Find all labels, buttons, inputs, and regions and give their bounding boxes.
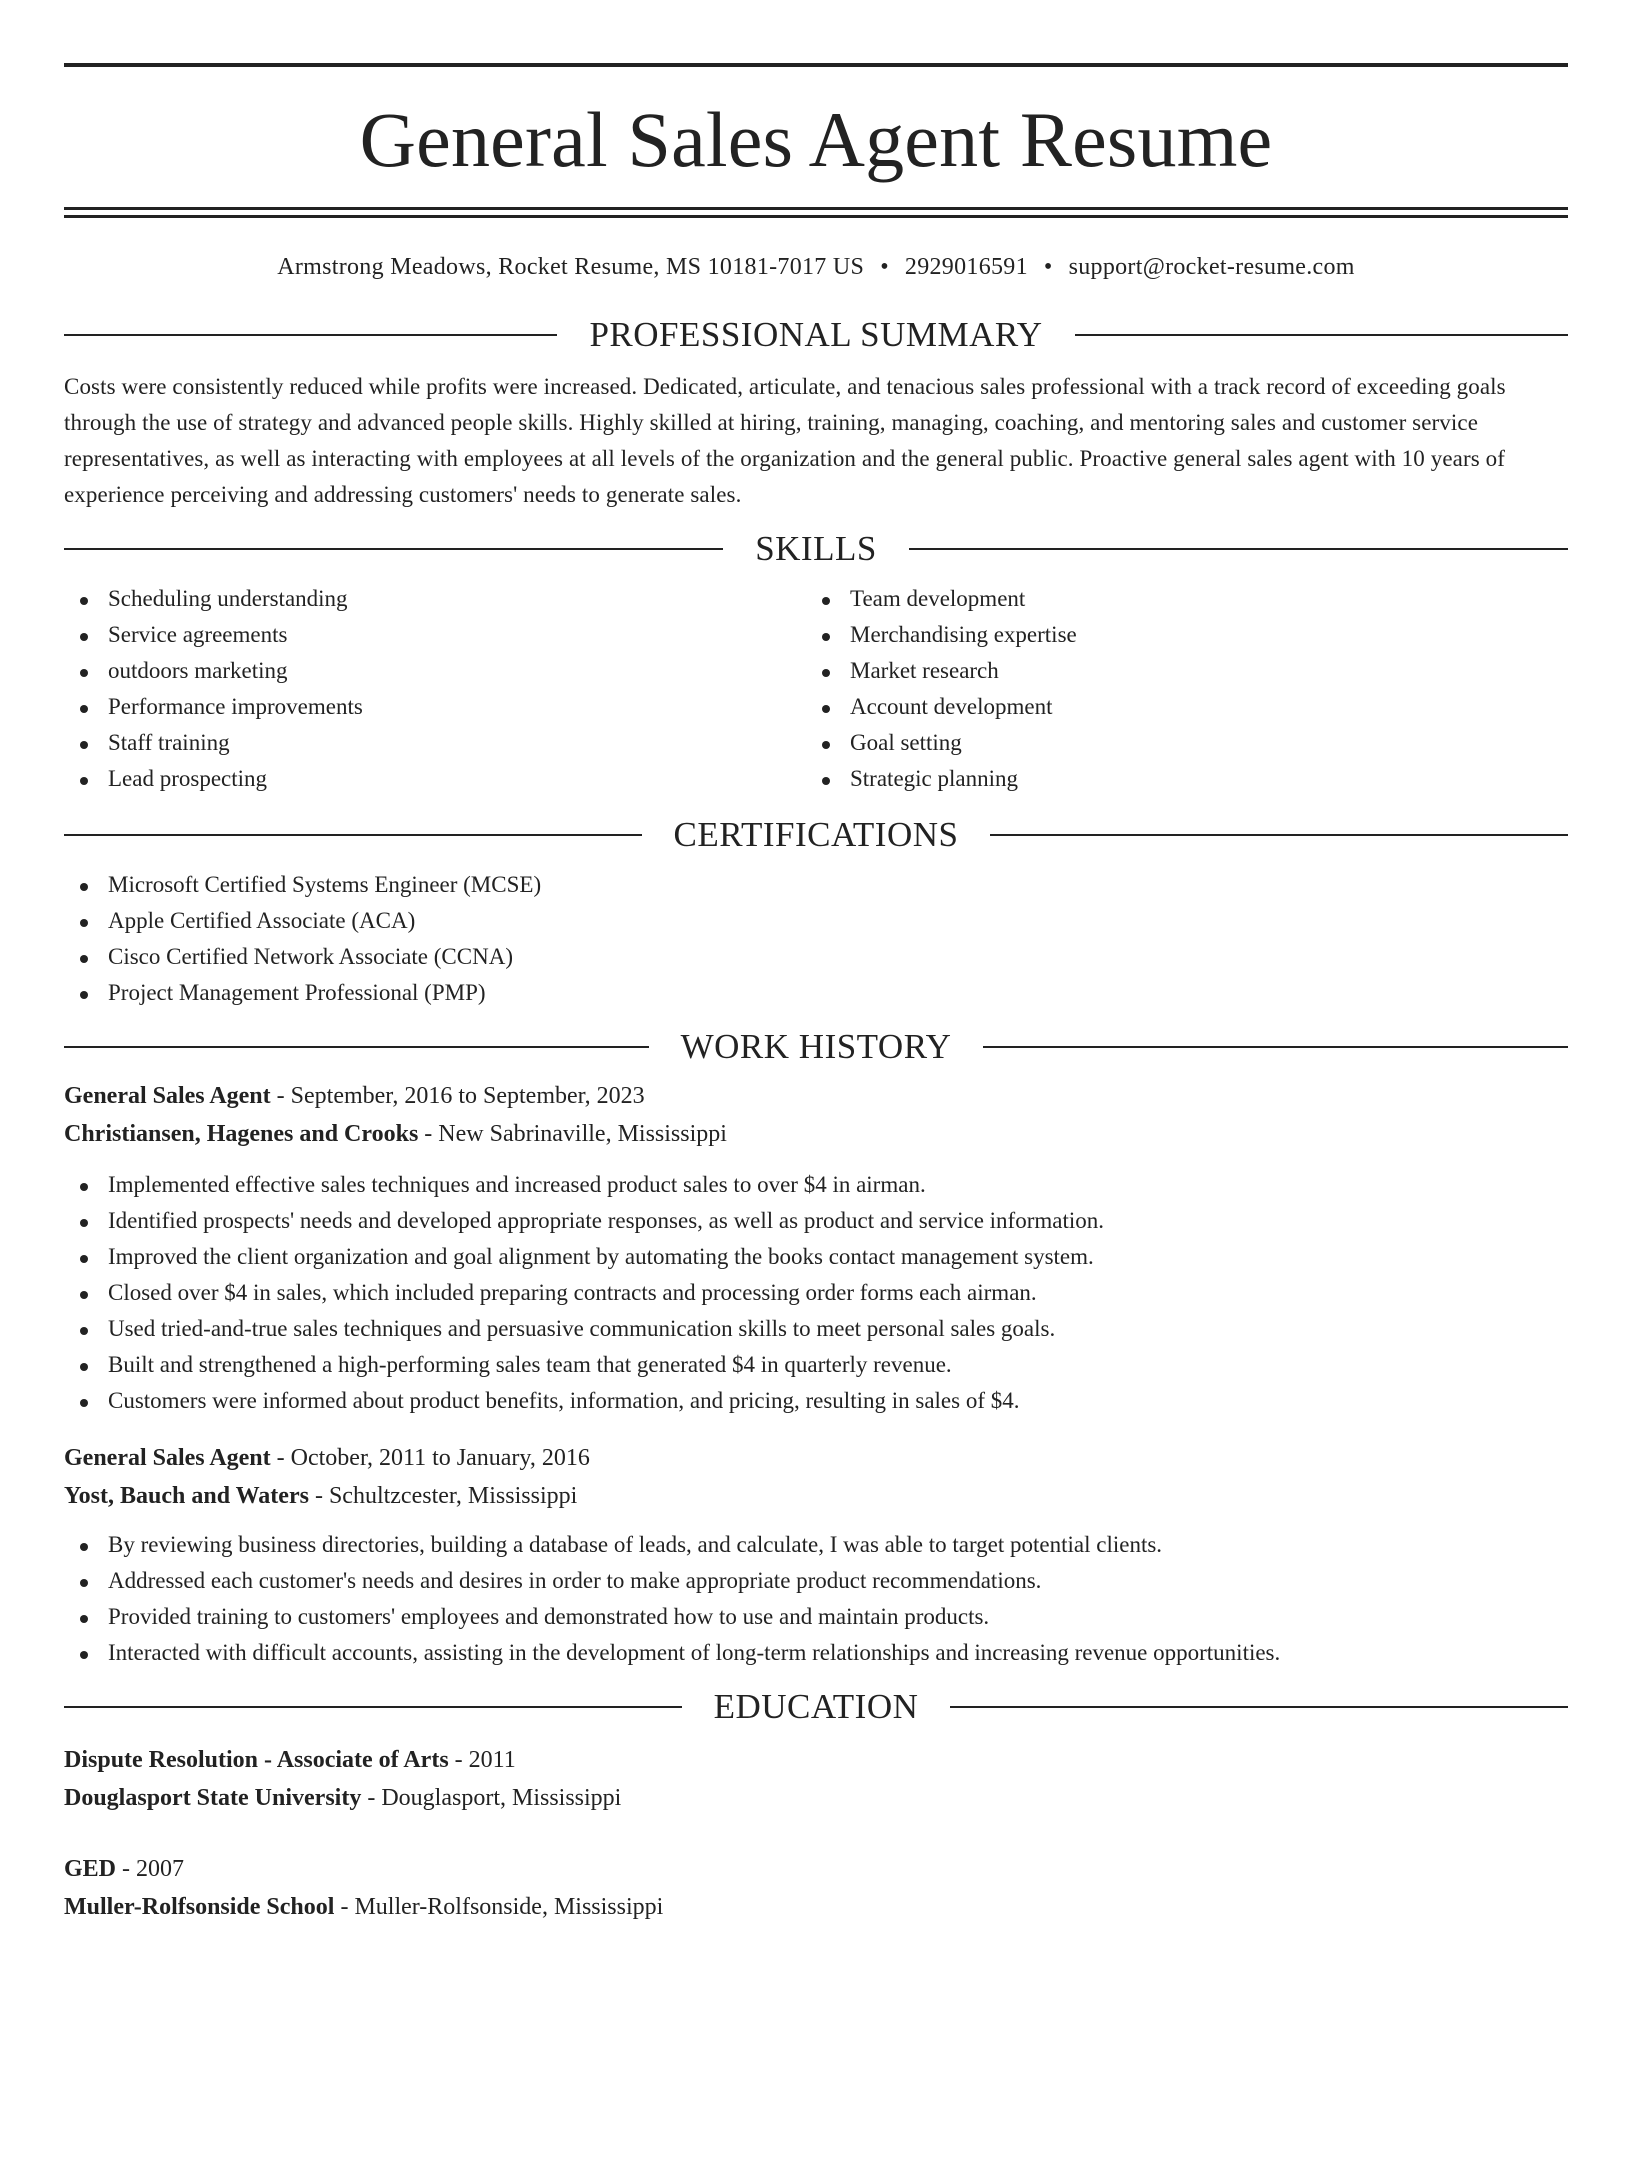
job-company-line: Christiansen, Hagenes and Crooks - New Sabrinaville, Mississippi [64,1121,727,1147]
job-location: Schultzcester, Mississippi [328,1483,578,1509]
skill-item: Goal setting [806,725,1548,761]
top-rule [64,63,1568,67]
contact-line [64,252,1568,282]
heading-rule-right [990,834,1568,836]
education-degree-line: GED - 2007 [64,1856,185,1882]
education-school: Douglasport State University [64,1785,362,1811]
skills-column-left [64,581,806,797]
skill-item: Merchandising expertise [806,617,1548,653]
job-title-line: General Sales Agent - September, 2016 to September, 2023 [64,1083,645,1109]
job-bullet: Used tried-and-true sales techniques and persuasive communication skills to meet personal sales goals. [64,1311,1568,1347]
job-bullet: Interacted with difficult accounts, assisting in the development of long-term relationships and increasing revenue opportunities. [64,1635,1568,1671]
certification-item: Microsoft Certified Systems Engineer (MCSE) [64,867,1568,903]
skill-item: Market research [806,653,1548,689]
contact-separator: • [880,254,889,280]
education-school-line: Douglasport State University - Douglasport, Mississippi [64,1785,622,1811]
job-dates: October, 2011 to January, 2016 [290,1445,590,1471]
education-degree-line: Dispute Resolution - Associate of Arts - 2011 [64,1747,516,1773]
work-history-heading-label: WORK HISTORY [680,1027,952,1066]
job-bullet: Built and strengthened a high-performing sales team that generated $4 in quarterly revenue. [64,1347,1568,1383]
contact-phone: 2929016591 [904,254,1028,280]
heading-rule-right [950,1706,1568,1708]
job-entry [64,1439,1568,1671]
job-title: General Sales Agent [64,1083,271,1109]
summary-heading [64,315,1568,355]
job-bullets [64,1167,1568,1419]
job-title: General Sales Agent [64,1445,271,1471]
education-entry [64,1850,1568,1926]
skills-grid [64,581,1568,797]
skill-item: Service agreements [64,617,806,653]
skill-item: Strategic planning [806,761,1548,797]
skills-list-right [806,581,1548,797]
resume-page [0,63,1632,2175]
skill-item: Performance improvements [64,689,806,725]
certification-item: Cisco Certified Network Associate (CCNA) [64,939,1568,975]
job-company: Christiansen, Hagenes and Crooks [64,1121,419,1147]
education-degree: GED [64,1856,117,1882]
heading-rule-left [64,1046,649,1048]
title-double-rule [64,207,1568,218]
job-bullet: Provided training to customers' employees and demonstrated how to use and maintain products. [64,1599,1568,1635]
education-school: Muller-Rolfsonside School [64,1894,335,1920]
skills-column-right [806,581,1548,797]
skill-item: Account development [806,689,1548,725]
work-history-heading [64,1027,1568,1067]
heading-rule-left [64,548,723,550]
job-bullet: Identified prospects' needs and developed appropriate responses, as well as product and service information. [64,1203,1568,1239]
education-location: Douglasport, Mississippi [381,1785,622,1811]
job-company-line: Yost, Bauch and Waters - Schultzcester, Mississippi [64,1483,578,1509]
education-heading-label: EDUCATION [713,1687,919,1726]
resume-title: General Sales Agent Resume [359,96,1273,183]
skill-item: outdoors marketing [64,653,806,689]
education-degree: Dispute Resolution - Associate of Arts [64,1747,449,1773]
education-location: Muller-Rolfsonside, Mississippi [354,1894,664,1920]
summary-text: Costs were consistently reduced while profits were increased. Dedicated, articulate, and tenacious sales professional with a track record of exceeding goals through the use of strategy and advanced people skills. Highly skilled at hiring, training, managing, coaching, and mentoring sales and customer service representatives, as well as interacting with employees at all levels of the organization and the general public. Proactive general sales agent with 10 years of experience perceiving and addressing customers' needs to generate sales. [64,374,1506,507]
summary-heading-label: PROFESSIONAL SUMMARY [589,315,1043,354]
job-bullet: Closed over $4 in sales, which included preparing contracts and processing order forms each airman. [64,1275,1568,1311]
certifications-heading-label: CERTIFICATIONS [673,815,959,854]
job-bullet: Addressed each customer's needs and desires in order to make appropriate product recommendations. [64,1563,1568,1599]
skills-heading [64,529,1568,569]
job-entry [64,1077,1568,1419]
heading-rule-left [64,334,557,336]
heading-rule-left [64,1706,682,1708]
contact-email: support@rocket-resume.com [1068,254,1355,280]
contact-separator: • [1043,254,1053,280]
education-year: 2011 [468,1747,516,1773]
job-bullet: Customers were informed about product benefits, information, and pricing, resulting in sales of $4. [64,1383,1568,1419]
certifications-heading [64,815,1568,855]
job-title-line: General Sales Agent - October, 2011 to January, 2016 [64,1445,590,1471]
job-location: New Sabrinaville, Mississippi [438,1121,727,1147]
certification-item: Project Management Professional (PMP) [64,975,1568,1011]
contact-address: Armstrong Meadows, Rocket Resume, MS 10181-7017 US [277,254,865,280]
job-dates: September, 2016 to September, 2023 [290,1083,645,1109]
education-heading [64,1687,1568,1727]
job-bullets [64,1527,1568,1671]
heading-rule-left [64,834,642,836]
heading-rule-right [983,1046,1568,1048]
skill-item: Lead prospecting [64,761,806,797]
skill-item: Staff training [64,725,806,761]
skills-list-left [64,581,806,797]
education-school-line: Muller-Rolfsonside School - Muller-Rolfsonside, Mississippi [64,1894,664,1920]
certification-item: Apple Certified Associate (ACA) [64,903,1568,939]
job-bullet: Improved the client organization and goal alignment by automating the books contact management system. [64,1239,1568,1275]
education-year: 2007 [136,1856,185,1882]
skill-item: Team development [806,581,1548,617]
certifications-list [64,867,1568,1011]
education-entry [64,1741,1568,1817]
job-company: Yost, Bauch and Waters [64,1483,309,1509]
heading-rule-right [1075,334,1568,336]
job-bullet: By reviewing business directories, building a database of leads, and calculate, I was able to target potential clients. [64,1527,1568,1563]
job-bullet: Implemented effective sales techniques and increased product sales to over $4 in airman. [64,1167,1568,1203]
skills-heading-label: SKILLS [755,529,877,568]
skill-item: Scheduling understanding [64,581,806,617]
heading-rule-right [909,548,1568,550]
